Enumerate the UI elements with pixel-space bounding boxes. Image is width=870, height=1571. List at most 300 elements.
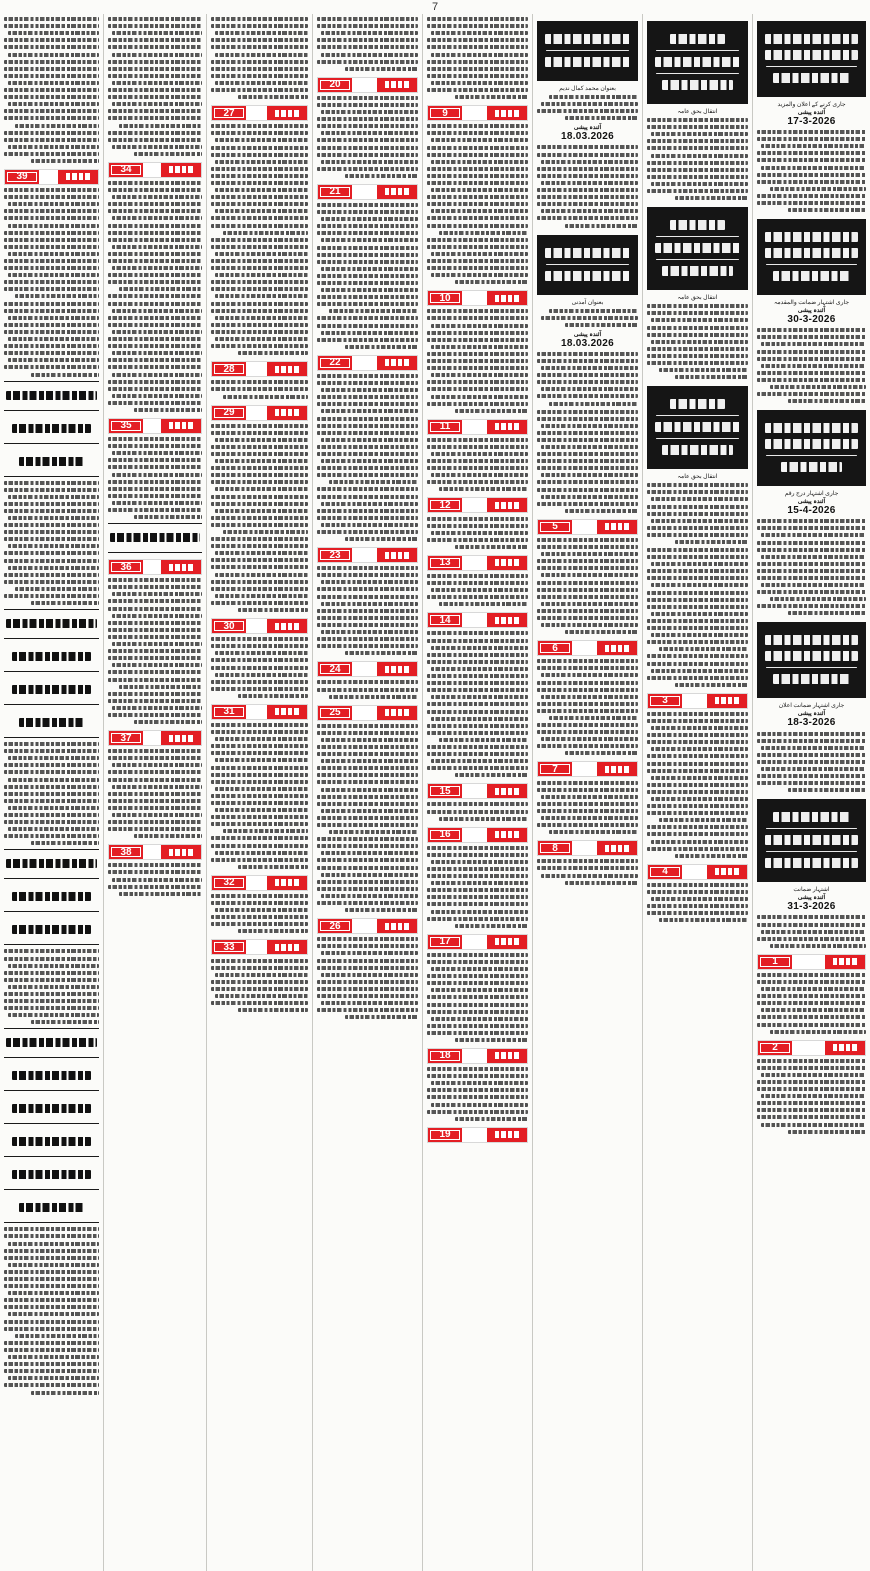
badge-gap xyxy=(572,762,597,776)
notice-title-line xyxy=(773,674,851,684)
notice-title-line xyxy=(765,439,857,449)
continuation-badge[interactable] xyxy=(211,618,308,634)
badge-label xyxy=(597,520,637,534)
notice-divider xyxy=(656,438,740,439)
badge-gap xyxy=(462,291,487,305)
court-notice-box xyxy=(647,21,748,104)
continuation-badge[interactable] xyxy=(427,934,528,950)
badge-gap xyxy=(462,784,487,798)
badge-label xyxy=(377,78,417,92)
badge-label xyxy=(487,1128,527,1142)
notice-date-value: 18.03.2026 xyxy=(560,337,615,349)
article-body xyxy=(757,973,866,1034)
column-news-4 xyxy=(422,14,532,1571)
badge-number: 31 xyxy=(212,705,246,719)
article-body xyxy=(537,410,638,513)
notice-divider xyxy=(766,851,857,852)
article-body xyxy=(317,17,418,71)
notice-date-label: آئندہ پیشی xyxy=(797,711,826,718)
notice-divider xyxy=(656,259,740,260)
court-notice-box xyxy=(757,799,866,882)
badge-label xyxy=(267,362,307,376)
article-body xyxy=(427,517,528,549)
badge-number: 21 xyxy=(318,185,352,199)
notice-divider xyxy=(766,455,857,456)
badge-number: 28 xyxy=(212,362,246,376)
article-body xyxy=(757,1059,866,1134)
article-body xyxy=(211,380,308,398)
badge-label xyxy=(487,420,527,434)
badge-gap xyxy=(246,406,267,420)
notice-body xyxy=(757,732,866,793)
headline-block-police-performance xyxy=(108,523,202,553)
notice-title-line xyxy=(765,835,857,845)
article-body xyxy=(317,680,418,698)
continuation-badge[interactable] xyxy=(537,640,638,656)
badge-number: 13 xyxy=(428,556,462,570)
notice-title-line xyxy=(765,651,857,661)
notice-date-value: 18-3-2026 xyxy=(787,717,836,729)
article-body xyxy=(211,424,308,612)
headline-line-4 xyxy=(4,1128,99,1157)
notice-divider xyxy=(766,264,857,265)
column-court-notices-right xyxy=(752,14,870,1571)
badge-label xyxy=(487,1049,527,1063)
article-body xyxy=(537,859,638,884)
continuation-badge[interactable] xyxy=(427,1127,528,1143)
badge-gap xyxy=(143,845,161,859)
article-body xyxy=(317,374,418,541)
badge-number: 22 xyxy=(318,356,352,370)
continuation-badge[interactable] xyxy=(647,864,748,880)
headline-line-3 xyxy=(4,916,99,945)
continuation-badge[interactable] xyxy=(108,559,202,575)
article-body xyxy=(537,538,638,634)
headline-line-3 xyxy=(4,676,99,705)
badge-number: 25 xyxy=(318,706,352,720)
badge-label xyxy=(377,919,417,933)
notice-title-line xyxy=(765,50,857,60)
continuation-badge[interactable] xyxy=(427,497,528,513)
headline-block-manthar-police[interactable] xyxy=(4,849,99,945)
notice-body xyxy=(757,519,866,615)
badge-gap xyxy=(246,940,267,954)
headline-line-1 xyxy=(4,1028,99,1058)
court-notice-box xyxy=(757,219,866,295)
article-body xyxy=(108,578,202,724)
notice-title-line xyxy=(773,73,851,83)
notice-subject: جاری اشتہار درج رقم xyxy=(784,491,839,498)
article-body xyxy=(108,181,202,412)
column-news-7 xyxy=(103,14,206,1571)
badge-label xyxy=(825,955,865,969)
notice-title-line xyxy=(773,812,851,822)
notice-date xyxy=(537,124,638,142)
badge-gap xyxy=(792,955,825,969)
badge-label xyxy=(487,556,527,570)
continuation-badge[interactable] xyxy=(647,693,748,709)
article-body xyxy=(317,203,418,349)
article-body xyxy=(4,188,99,376)
continuation-badge[interactable] xyxy=(211,405,308,421)
notice-body xyxy=(647,304,748,379)
notice-subject: اشتہار ضمانت xyxy=(793,887,830,894)
continuation-badge[interactable] xyxy=(427,419,528,435)
badge-number: 11 xyxy=(428,420,462,434)
badge-label xyxy=(267,406,307,420)
headline-line-4 xyxy=(4,709,99,738)
badge-label xyxy=(377,356,417,370)
badge-label xyxy=(58,170,98,184)
article-body xyxy=(537,659,638,755)
headline-block-dsp-traffic[interactable] xyxy=(4,1028,99,1223)
badge-gap xyxy=(39,170,58,184)
continuation-badge[interactable] xyxy=(108,162,202,178)
badge-gap xyxy=(352,78,377,92)
badge-label xyxy=(161,419,201,433)
continuation-badge[interactable] xyxy=(537,761,638,777)
notice-subject: انتقال بحق عامہ xyxy=(677,295,718,302)
article-body xyxy=(647,712,748,858)
court-notice-box xyxy=(537,21,638,81)
continuation-badge[interactable] xyxy=(427,105,528,121)
badge-label xyxy=(597,641,637,655)
badge-gap xyxy=(352,662,377,676)
notice-divider xyxy=(766,828,857,829)
notice-body xyxy=(647,483,748,544)
badge-label xyxy=(597,762,637,776)
badge-label xyxy=(487,106,527,120)
article-body xyxy=(317,724,418,912)
badge-number: 38 xyxy=(109,845,143,859)
continuation-badge[interactable] xyxy=(4,169,99,185)
badge-number: 15 xyxy=(428,784,462,798)
notice-title-line xyxy=(655,422,740,432)
headline-line-1 xyxy=(4,849,99,879)
badge-label xyxy=(377,548,417,562)
continuation-badge[interactable] xyxy=(317,705,418,721)
continuation-badge[interactable] xyxy=(427,290,528,306)
badge-gap xyxy=(462,1049,487,1063)
badge-label xyxy=(377,185,417,199)
headline-line-2 xyxy=(4,415,99,444)
badge-gap xyxy=(143,419,161,433)
badge-gap xyxy=(462,1128,487,1142)
article-body xyxy=(4,949,99,1024)
badge-number: 4 xyxy=(648,865,682,879)
badge-label xyxy=(487,784,527,798)
badge-gap xyxy=(462,556,487,570)
notice-date-label: آئندہ پیشی xyxy=(797,499,826,506)
badge-gap xyxy=(462,828,487,842)
column-grid xyxy=(0,14,870,1571)
court-notice-box xyxy=(647,386,748,469)
headline-line-2 xyxy=(4,883,99,912)
badge-gap xyxy=(246,705,267,719)
badge-number: 23 xyxy=(318,548,352,562)
article-body xyxy=(4,481,99,606)
notice-title-line xyxy=(662,445,733,455)
badge-number: 3 xyxy=(648,694,682,708)
headline-line-3 xyxy=(4,448,99,477)
continuation-badge[interactable] xyxy=(211,361,308,377)
badge-gap xyxy=(682,694,707,708)
badge-gap xyxy=(462,420,487,434)
notice-divider xyxy=(656,73,740,74)
notice-body xyxy=(757,130,866,212)
notice-divider xyxy=(766,66,857,67)
badge-label xyxy=(487,935,527,949)
notice-title-line xyxy=(765,248,857,258)
headline-block-police-performance[interactable] xyxy=(4,381,99,477)
notice-title-line xyxy=(545,57,630,67)
notice-date xyxy=(757,498,866,516)
badge-number: 8 xyxy=(538,841,572,855)
column-news-6 xyxy=(206,14,312,1571)
notice-subject: جاری اشتہار ضمانت اعلان xyxy=(778,703,845,710)
continuation-badge[interactable] xyxy=(317,355,418,371)
continuation-badge[interactable] xyxy=(317,184,418,200)
notice-date-label: آئندہ پیشی xyxy=(797,308,826,315)
badge-number: 30 xyxy=(212,619,246,633)
badge-gap xyxy=(462,935,487,949)
notice-title-line xyxy=(765,423,857,433)
badge-number: 29 xyxy=(212,406,246,420)
notice-subject: انتقال بحق عامہ xyxy=(677,109,718,115)
notice-body xyxy=(537,309,638,327)
article-body xyxy=(427,631,528,777)
notice-date-value: 17-3-2026 xyxy=(787,116,836,127)
badge-number: 17 xyxy=(428,935,462,949)
court-notice-box xyxy=(757,622,866,698)
page-number: 7 xyxy=(431,1,439,13)
badge-label xyxy=(487,613,527,627)
badge-number: 32 xyxy=(212,876,246,890)
article-body xyxy=(647,548,748,687)
headline-line-1 xyxy=(4,381,99,411)
notice-body xyxy=(537,95,638,120)
article-body xyxy=(427,438,528,492)
badge-label xyxy=(377,706,417,720)
notice-title-line xyxy=(655,57,740,67)
notice-subject: بعنوان آمدنی xyxy=(571,299,604,306)
notice-date-value: 18.03.2026 xyxy=(560,131,615,143)
badge-number: 26 xyxy=(318,919,352,933)
article-body xyxy=(211,723,308,869)
notice-body xyxy=(757,328,866,403)
notice-date xyxy=(757,109,866,127)
notice-date xyxy=(757,894,866,912)
article-body xyxy=(4,17,99,163)
badge-gap xyxy=(143,163,161,177)
badge-gap xyxy=(143,560,161,574)
notice-divider xyxy=(656,236,740,237)
article-body xyxy=(317,937,418,1019)
badge-label xyxy=(161,845,201,859)
article-body xyxy=(108,863,202,895)
court-notice-box xyxy=(647,207,748,290)
notice-date-label: آئندہ پیشی xyxy=(573,125,602,132)
article-body xyxy=(108,437,202,519)
badge-number: 34 xyxy=(109,163,143,177)
article-body xyxy=(317,566,418,655)
notice-title-line xyxy=(662,266,733,276)
notice-title-line xyxy=(781,462,841,472)
notice-title-line xyxy=(773,271,851,281)
badge-gap xyxy=(352,919,377,933)
badge-number: 36 xyxy=(109,560,143,574)
notice-title-line xyxy=(765,635,857,645)
notice-title-line xyxy=(662,80,733,90)
badge-label xyxy=(161,731,201,745)
continuation-badge[interactable] xyxy=(108,844,202,860)
notice-date xyxy=(757,307,866,325)
article-body xyxy=(211,637,308,698)
notice-title-line xyxy=(545,248,630,258)
badge-label xyxy=(597,841,637,855)
notice-date-value: 31-3-2026 xyxy=(787,901,836,913)
court-notice-box xyxy=(757,410,866,486)
article-body xyxy=(427,17,528,99)
article-body xyxy=(211,17,308,99)
continuation-badge[interactable] xyxy=(427,783,528,799)
badge-number: 16 xyxy=(428,828,462,842)
notice-title-line xyxy=(765,34,857,44)
badge-gap xyxy=(352,548,377,562)
badge-number: 7 xyxy=(538,762,572,776)
continuation-badge[interactable] xyxy=(537,519,638,535)
badge-gap xyxy=(246,619,267,633)
headline-block-dacoity[interactable] xyxy=(4,609,99,738)
badge-label xyxy=(267,705,307,719)
article-body xyxy=(317,96,418,178)
article-body xyxy=(108,749,202,838)
badge-number: 35 xyxy=(109,419,143,433)
continuation-badge[interactable] xyxy=(757,954,866,970)
badge-gap xyxy=(572,641,597,655)
badge-label xyxy=(161,163,201,177)
badge-number: 18 xyxy=(428,1049,462,1063)
continuation-badge[interactable] xyxy=(427,1048,528,1064)
court-notice-box xyxy=(537,235,638,295)
notice-title-line xyxy=(670,399,725,409)
badge-label xyxy=(825,1041,865,1055)
notice-divider xyxy=(546,264,630,265)
court-notice-box xyxy=(757,21,866,97)
continuation-badge[interactable] xyxy=(211,105,308,121)
article-body xyxy=(427,1067,528,1121)
continuation-badge[interactable] xyxy=(427,555,528,571)
badge-number: 9 xyxy=(428,106,462,120)
badge-number: 1 xyxy=(758,955,792,969)
headline-line-6 xyxy=(4,1194,99,1223)
badge-gap xyxy=(352,356,377,370)
notice-body xyxy=(537,352,638,406)
continuation-badge[interactable] xyxy=(317,77,418,93)
notice-date xyxy=(757,710,866,728)
continuation-badge[interactable] xyxy=(317,547,418,563)
notice-divider xyxy=(546,50,630,51)
continuation-badge[interactable] xyxy=(317,661,418,677)
article-body xyxy=(427,953,528,1042)
badge-gap xyxy=(352,706,377,720)
headline-line-3 xyxy=(4,1095,99,1124)
badge-number: 19 xyxy=(428,1128,462,1142)
notice-body xyxy=(757,915,866,947)
article-body xyxy=(211,959,308,1013)
continuation-badge[interactable] xyxy=(108,418,202,434)
badge-number: 24 xyxy=(318,662,352,676)
headline-line-2 xyxy=(4,1062,99,1091)
notice-divider xyxy=(766,667,857,668)
continuation-badge[interactable] xyxy=(427,612,528,628)
column-court-notices-melsi xyxy=(532,14,642,1571)
notice-title-line xyxy=(765,232,857,242)
badge-label xyxy=(707,865,747,879)
continuation-badge[interactable] xyxy=(211,704,308,720)
notice-title-line xyxy=(670,34,725,44)
continuation-badge[interactable] xyxy=(757,1040,866,1056)
article-body xyxy=(427,846,528,928)
badge-gap xyxy=(246,876,267,890)
badge-label xyxy=(487,828,527,842)
badge-label xyxy=(267,619,307,633)
badge-number: 27 xyxy=(212,106,246,120)
badge-label xyxy=(377,662,417,676)
article-body xyxy=(211,124,308,355)
article-body xyxy=(427,574,528,606)
article-body xyxy=(427,802,528,820)
badge-gap xyxy=(246,106,267,120)
badge-gap xyxy=(682,865,707,879)
article-body xyxy=(108,17,202,156)
badge-number: 12 xyxy=(428,498,462,512)
continuation-badge[interactable] xyxy=(211,875,308,891)
notice-date-label: آئندہ پیشی xyxy=(573,331,602,338)
notice-body xyxy=(537,145,638,227)
article-body xyxy=(4,1227,99,1394)
notice-subject: جاری اشتہار ضمانت والمقدمہ xyxy=(773,300,850,307)
notice-title-line xyxy=(545,271,630,281)
continuation-badge[interactable] xyxy=(537,840,638,856)
badge-label xyxy=(487,291,527,305)
notice-body xyxy=(647,118,748,200)
badge-label xyxy=(267,106,307,120)
badge-number: 6 xyxy=(538,641,572,655)
notice-date-value: 15-4-2026 xyxy=(787,505,836,517)
notice-title-line xyxy=(765,858,857,868)
badge-label xyxy=(707,694,747,708)
badge-gap xyxy=(572,520,597,534)
article-body xyxy=(537,781,638,835)
continuation-badge[interactable] xyxy=(108,730,202,746)
badge-number: 10 xyxy=(428,291,462,305)
badge-label xyxy=(161,560,201,574)
badge-label xyxy=(267,876,307,890)
column-news-5 xyxy=(312,14,422,1571)
badge-label xyxy=(487,498,527,512)
badge-number: 39 xyxy=(5,170,39,184)
continuation-badge[interactable] xyxy=(317,918,418,934)
notice-subject: انتقال بحق عامہ xyxy=(677,474,718,481)
notice-date-label: آئندہ پیشی xyxy=(797,110,826,116)
continuation-badge[interactable] xyxy=(211,939,308,955)
notice-date xyxy=(537,331,638,349)
notice-date-value: 30-3-2026 xyxy=(787,314,836,326)
notice-divider xyxy=(656,415,740,416)
headline-line xyxy=(108,523,202,553)
continuation-badge[interactable] xyxy=(427,827,528,843)
